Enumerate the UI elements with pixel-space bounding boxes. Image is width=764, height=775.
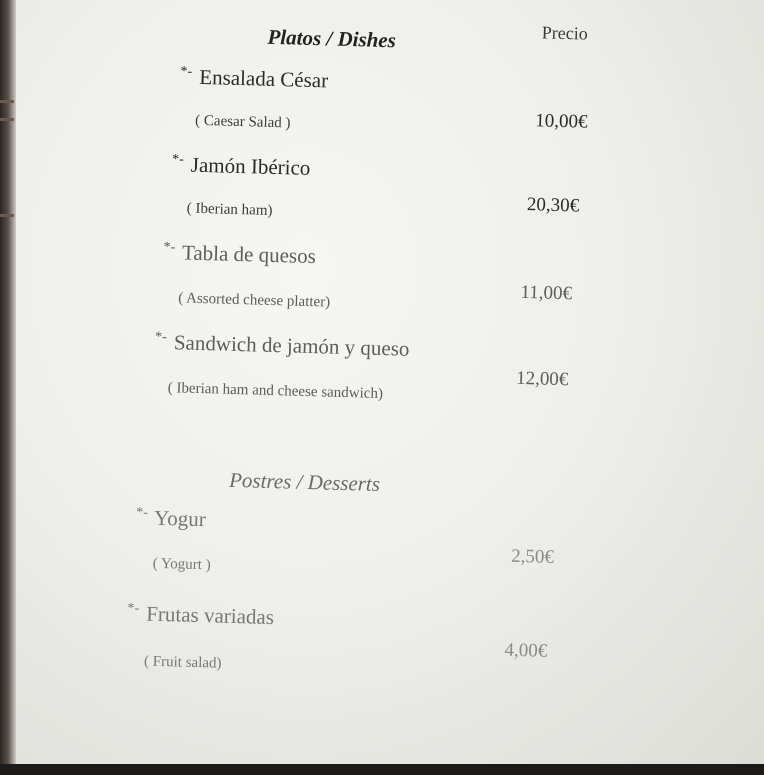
menu-item-price: 2,50€	[510, 545, 555, 568]
menu-item-price: 10,00€	[535, 110, 588, 133]
menu-item-translation: ( Assorted cheese platter)	[177, 290, 331, 311]
menu-item-translation: ( Iberian ham and cheese sandwich)	[167, 380, 384, 403]
menu-item-price: 20,30€	[526, 194, 580, 217]
menu-item-translation: ( Caesar Salad )	[194, 112, 291, 132]
dishes-section-title: Platos / Dishes	[267, 24, 397, 53]
price-column-header: Precio	[541, 22, 589, 44]
item-bullet: *-	[154, 329, 167, 346]
menu-item-name	[163, 240, 316, 269]
desserts-section-title: Postres / Desserts	[228, 467, 381, 497]
item-name-text: Jamón Ibérico	[190, 152, 311, 180]
item-bullet: *-	[163, 239, 176, 256]
menu-item-price: 11,00€	[520, 281, 573, 305]
item-name-text: Frutas variadas	[145, 601, 275, 630]
menu-item-name	[155, 330, 410, 362]
menu-item-translation: ( Fruit salad)	[143, 653, 222, 672]
menu-item-name	[136, 505, 206, 532]
menu-item-name	[180, 64, 328, 93]
menu-item-price: 4,00€	[504, 639, 548, 662]
menu-item-name	[127, 601, 274, 630]
item-bullet: *-	[127, 601, 140, 617]
item-bullet: *-	[171, 152, 184, 168]
menu-item-name	[172, 152, 311, 181]
item-bullet: *-	[180, 64, 193, 80]
menu-item-price: 12,00€	[515, 367, 569, 391]
item-name-text: Sandwich de jamón y queso	[173, 330, 410, 361]
item-bullet: *-	[135, 505, 149, 521]
item-name-text: Yogur	[153, 505, 207, 532]
item-name-text: Ensalada César	[198, 64, 329, 93]
menu-item-translation: ( Yogurt )	[152, 555, 211, 574]
menu-item-translation: ( Iberian ham)	[186, 200, 273, 219]
item-name-text: Tabla de quesos	[181, 240, 317, 269]
